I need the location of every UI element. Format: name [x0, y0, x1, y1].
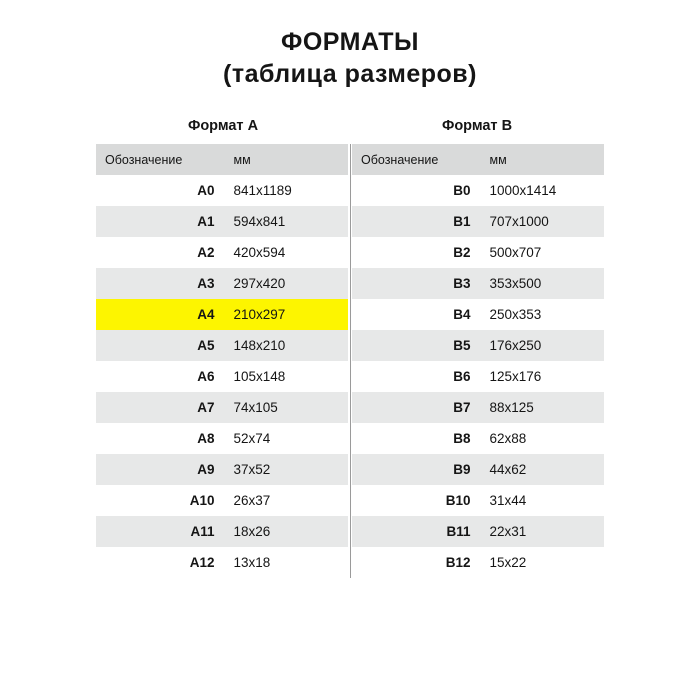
column-divider [348, 361, 352, 392]
column-divider [348, 485, 352, 516]
table-row [96, 392, 604, 423]
column-divider [348, 516, 352, 547]
column-divider [348, 547, 352, 578]
cell-b-code: B8 [352, 423, 481, 454]
cell-b-size: 22x31 [481, 516, 605, 547]
cell-b-code: B5 [352, 330, 481, 361]
cell-a-size: 74x105 [225, 392, 348, 423]
cell-b-size: 707x1000 [481, 206, 605, 237]
formats-table [96, 144, 604, 578]
cell-b-code: B6 [352, 361, 481, 392]
cell-b-size: 88x125 [481, 392, 605, 423]
cell-a-code: A2 [96, 237, 225, 268]
cell-a-code: A12 [96, 547, 225, 578]
table-row-highlighted [96, 299, 604, 330]
cell-a-code: A1 [96, 206, 225, 237]
cell-b-size: 250x353 [481, 299, 605, 330]
cell-b-code: B10 [352, 485, 481, 516]
section-header-a: Формат А [187, 118, 259, 134]
cell-b-code: B7 [352, 392, 481, 423]
cell-a-code: A5 [96, 330, 225, 361]
column-divider [348, 392, 352, 423]
column-divider [348, 423, 352, 454]
cell-a-code: A11 [96, 516, 225, 547]
header-cell-a-code: Обозначение [96, 144, 225, 175]
column-divider [348, 299, 352, 330]
cell-a-code: A3 [96, 268, 225, 299]
cell-b-code: B12 [352, 547, 481, 578]
cell-b-size: 353x500 [481, 268, 605, 299]
table-header-row [96, 144, 604, 175]
cell-a-size: 841x1189 [225, 175, 348, 206]
column-divider [348, 175, 352, 206]
table-row [96, 485, 604, 516]
cell-a-size: 26x37 [225, 485, 348, 516]
cell-a-code: A4 [96, 299, 225, 330]
column-divider [348, 454, 352, 485]
cell-b-size: 15x22 [481, 547, 605, 578]
table-row [96, 237, 604, 268]
cell-a-size: 297x420 [225, 268, 348, 299]
table-row [96, 175, 604, 206]
column-divider [348, 268, 352, 299]
cell-a-size: 13x18 [225, 547, 348, 578]
header-cell-b-size: мм [481, 144, 605, 175]
cell-a-size: 105x148 [225, 361, 348, 392]
page-title [96, 26, 604, 90]
cell-b-code: B4 [352, 299, 481, 330]
cell-a-code: A8 [96, 423, 225, 454]
page-title-line1: ФОРМАТЫ [280, 28, 419, 56]
cell-b-size: 176x250 [481, 330, 605, 361]
cell-b-code: B3 [352, 268, 481, 299]
cell-b-size: 31x44 [481, 485, 605, 516]
cell-a-code: A9 [96, 454, 225, 485]
cell-a-code: A10 [96, 485, 225, 516]
cell-a-size: 37x52 [225, 454, 348, 485]
cell-a-size: 210x297 [225, 299, 348, 330]
header-cell-a-size: мм [225, 144, 348, 175]
formats-table-body [96, 144, 604, 578]
cell-b-size: 44x62 [481, 454, 605, 485]
cell-b-size: 500x707 [481, 237, 605, 268]
cell-a-size: 148x210 [225, 330, 348, 361]
table-row [96, 423, 604, 454]
table-row [96, 330, 604, 361]
cell-b-code: B11 [352, 516, 481, 547]
column-divider [348, 330, 352, 361]
cell-a-size: 52x74 [225, 423, 348, 454]
cell-b-code: B0 [352, 175, 481, 206]
column-divider [348, 237, 352, 268]
cell-b-size: 125x176 [481, 361, 605, 392]
table-row [96, 361, 604, 392]
page-title-line2: (таблица размеров) [223, 60, 477, 88]
cell-b-code: B1 [352, 206, 481, 237]
table-row [96, 206, 604, 237]
header-cell-b-code: Обозначение [352, 144, 481, 175]
table-row [96, 454, 604, 485]
cell-b-code: B9 [352, 454, 481, 485]
cell-b-size: 1000x1414 [481, 175, 605, 206]
table-row [96, 547, 604, 578]
cell-a-code: A7 [96, 392, 225, 423]
section-header-b: Формат В [441, 118, 513, 134]
table-row [96, 516, 604, 547]
cell-a-size: 594x841 [225, 206, 348, 237]
cell-a-size: 18x26 [225, 516, 348, 547]
cell-a-code: A0 [96, 175, 225, 206]
cell-a-size: 420x594 [225, 237, 348, 268]
table-row [96, 268, 604, 299]
cell-b-code: B2 [352, 237, 481, 268]
section-headers [96, 118, 604, 134]
column-divider [348, 144, 352, 175]
cell-b-size: 62x88 [481, 423, 605, 454]
cell-a-code: A6 [96, 361, 225, 392]
column-divider [348, 206, 352, 237]
